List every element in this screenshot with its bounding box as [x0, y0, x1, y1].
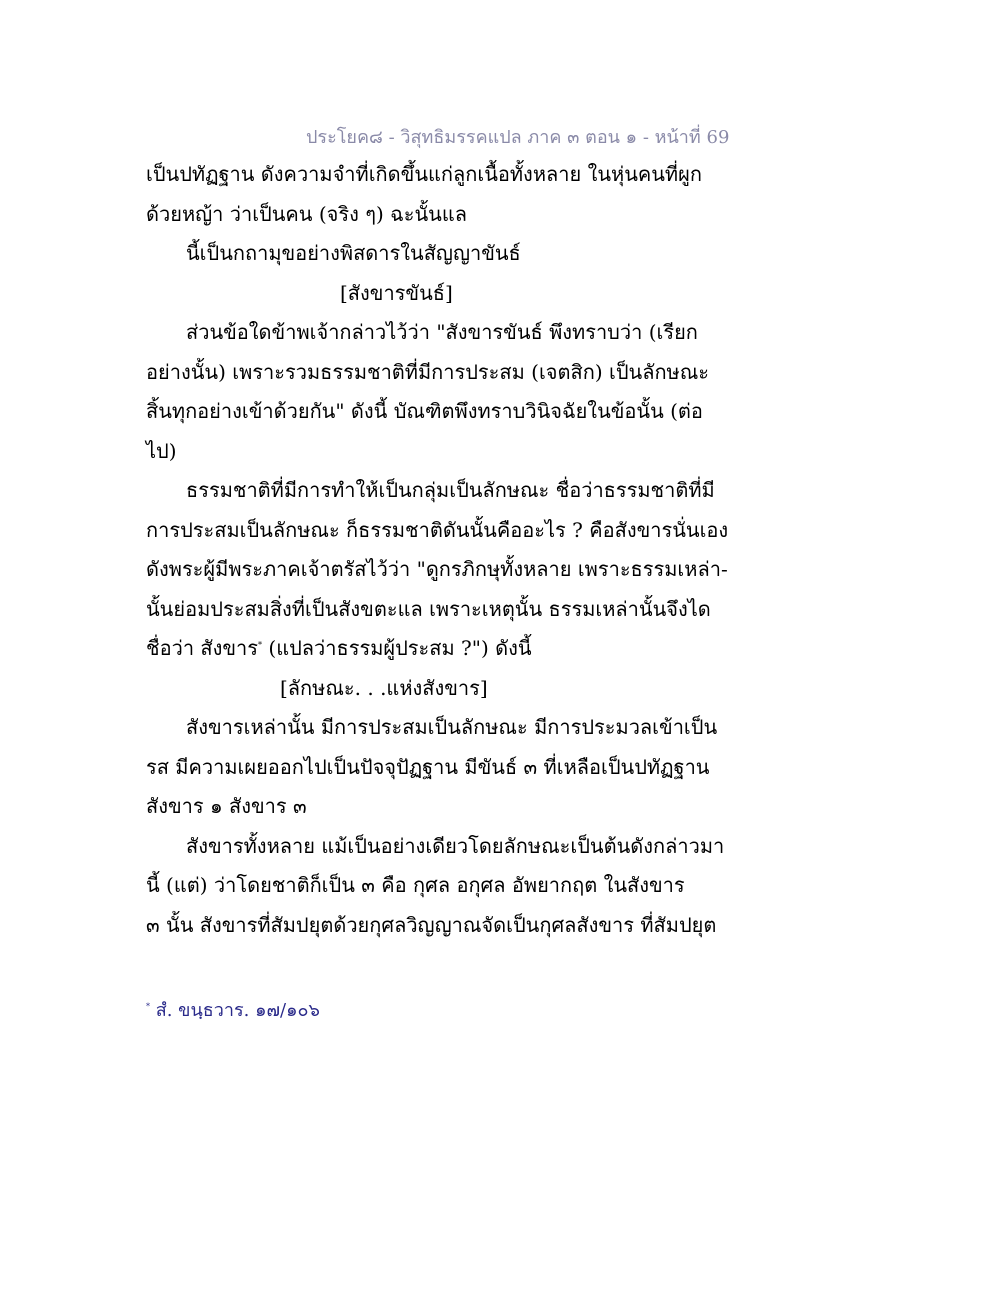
body-line: สังขารเหล่านั้น มีการประสมเป็นลักษณะ มีการประมวลเข้าเป็น	[186, 715, 718, 739]
page-header	[306, 122, 730, 151]
body-line-part: ชื่อว่า สังขาร	[146, 636, 259, 660]
footnote-marker: *	[146, 1002, 150, 1011]
body-line-part: (แปลว่าธรรมผู้ประสม ?") ดังนี้	[268, 636, 532, 660]
section-heading: [สังขารขันธ์]	[340, 280, 453, 305]
body-line: ไป)	[146, 438, 177, 463]
body-line: ธรรมชาติที่มีการทำให้เป็นกลุ่มเป็นลักษณะ ชื่อว่าธรรมชาติที่มี	[186, 478, 715, 502]
body-line: ๓ นั้น สังขารที่สัมปยุตด้วยกุศลวิญญาณจัดเป็นกุศลสังขาร ที่สัมปยุต	[146, 912, 717, 937]
body-line: เป็นปทัฏฐาน ดังความจำที่เกิดขึ้นแก่ลูกเนื้อทั้งหลาย ในหุ่นคนที่ผูก	[146, 162, 702, 186]
page-body	[146, 155, 729, 945]
body-line: รส มีความเผยออกไปเป็นปัจจุปัฏฐาน มีขันธ์ ๓ ที่เหลือเป็นปทัฏฐาน	[146, 754, 710, 779]
body-line: สังขาร ๑ สังขาร ๓	[146, 794, 307, 818]
section-heading: [ลักษณะ. . .แห่งสังขาร]	[280, 675, 488, 700]
body-line: อย่างนั้น) เพราะรวมธรรมชาติที่มีการประสม (เจตสิก) เป็นลักษณะ	[146, 359, 710, 384]
body-line: สังขารทั้งหลาย แม้เป็นอย่างเดียวโดยลักษณะเป็นต้นดังกล่าวมา	[186, 833, 725, 858]
body-line: นี้ (แต่) ว่าโดยชาติก็เป็น ๓ คือ กุศล อกุศล อัพยากฤต ในสังขาร	[146, 873, 685, 897]
body-line: ด้วยหญ้า ว่าเป็นคน (จริง ๆ) ฉะนั้นแล	[146, 201, 467, 226]
footnote	[146, 995, 320, 1024]
footnote-text: สํ. ขนฺธวาร. ๑๗/๑๐๖	[155, 1000, 320, 1021]
body-line: นี้เป็นกถามุขอย่างพิสดารในสัญญาขันธ์	[186, 241, 521, 265]
footnote-reference-marker: *	[258, 640, 263, 650]
body-line: ดังพระผู้มีพระภาคเจ้าตรัสไว้ว่า "ดูกรภิกษุทั้งหลาย เพราะธรรมเหล่า-	[146, 557, 728, 581]
page-header-text: ประโยค๘ - วิสุทธิมรรคแปล ภาค ๓ ตอน ๑ - หน้าที่ 69	[306, 127, 730, 148]
body-line: ส่วนข้อใดข้าพเจ้ากล่าวไว้ว่า "สังขารขันธ์ พึงทราบว่า (เรียก	[186, 320, 698, 344]
body-line: สิ้นทุกอย่างเข้าด้วยกัน" ดังนี้ บัณฑิตพึงทราบวินิจฉัยในข้อนั้น (ต่อ	[146, 399, 703, 423]
body-line: การประสมเป็นลักษณะ ก็ธรรมชาติดันนั้นคืออะไร ? คือสังขารนั่นเอง	[146, 517, 729, 542]
body-line: นั้นย่อมประสมสิ่งที่เป็นสังขตะแล เพราะเหตุนั้น ธรรมเหล่านั้นจึงได	[146, 596, 711, 621]
body-line	[146, 629, 726, 669]
